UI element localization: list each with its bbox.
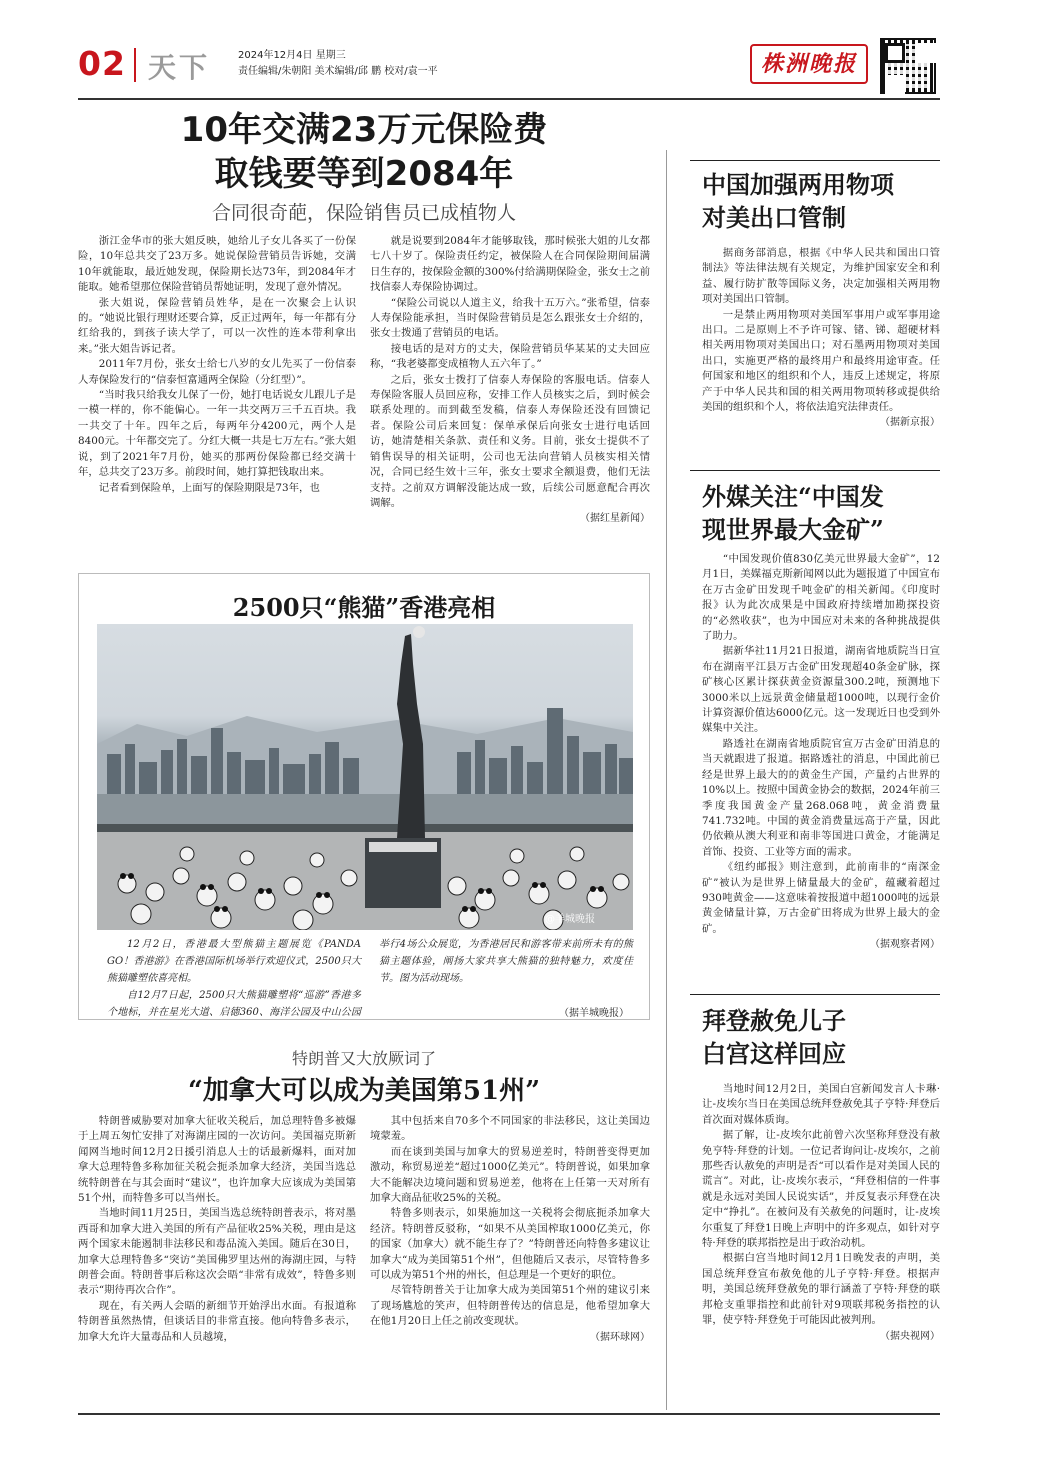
panda-feature: [78, 573, 650, 1020]
paragraph: 当地时间12月2日，美国白宫新闻发言人卡琳·让-皮埃尔当日在美国总统拜登赦免其子亨特·拜登后首次面对媒体质询。: [702, 1083, 940, 1126]
paragraph: 特朗普威胁要对加拿大征收关税后，加总理特鲁多被爆于上周五匆忙安排了对海湖庄园的一次访问。美国福克斯新闻网当地时间12月2日援引消息人士的话最新爆料，面对加拿大总理特鲁多称加征关税会扼杀加拿大经济，美国当选总统特朗普在与其会面时“建议”，也许加拿大应该成为美国第51个州，而特鲁多可以当州长。: [78, 1115, 356, 1205]
paragraph: “保险公司说以人道主义，给我十五万六。”张希望，信泰人寿保险能承担，当时保险营销员是怎么跟张女士介绍的，张女士拨通了营销员的电话。: [370, 296, 650, 340]
paragraph: 而在谈到美国与加拿大的贸易逆差时，特朗普变得更加激动，称贸易逆差“超过1000亿美元”。特朗普说，如果加拿大不能解决边境问题和贸易逆差，他将在上任第一天对所有加拿大商品征收25%的关税。: [370, 1145, 650, 1205]
trump-column-2: [370, 1114, 650, 1345]
trump-column-1: [78, 1114, 356, 1345]
biden-pardon-body: [702, 1082, 940, 1344]
paper-logo: 株洲晚报: [750, 44, 868, 84]
date-line: 2024年12月4日 星期三: [238, 50, 346, 61]
side-rule: [690, 470, 940, 471]
gold-mine-body: [702, 552, 940, 953]
paragraph: 之后，张女士拨打了信泰人寿保险的客服电话。信泰人寿保险客服人员回应称，安排工作人员核实之后，到时候会联系处理的。而到截至发稿，信泰人寿保险还没有回馈记者。保险公司后来回复：保单承保后向张女士进行电话回访，她清楚相关条款、责任和义务。目前，张女士提供不了销售误导的相关证明，公司也无法向营销人员核实相关情况，合同已经生效十三年，张女士要求全额退费，他们无法支持。之前双方调解没能达成一致，后续公司愿意配合再次调解。: [370, 373, 650, 509]
masthead-divider: [134, 48, 136, 82]
gold-mine-source: （据观察者网）: [870, 939, 940, 951]
paragraph: “中国发现价值830亿美元世界最大金矿”，12月1日，美媒福克斯新闻网以此为题报道了中国宣布在万古金矿田发现千吨金矿的相关新闻。《印度时报》认为此次成果是中国政府持续增加勘探投资的“必然收获”，也为中国应对未来的各种挑战提供了助力。: [702, 553, 940, 643]
paragraph: 尽管特朗普关于让加拿大成为美国第51个州的建议引来了现场尴尬的笑声，但特朗普传达的信息是，他希望加拿大在他1月20日上任之前改变现状。: [370, 1284, 650, 1328]
page-number: 02: [78, 44, 126, 83]
paragraph: 《纽约邮报》则注意到，此前南非的“南深金矿”被认为是世界上储量最大的金矿，蕴藏着超过930吨黄金——这意味着按报道中超1000吨的远景黄金储量计算，万古金矿田将成为世界上最大的金矿。: [702, 861, 940, 935]
paragraph: 据商务部消息，根据《中华人民共和国出口管制法》等法律法规有关规定，为维护国家安全和利益、履行防扩散等国际义务，决定加强相关两用物项对美国出口管制。: [702, 247, 940, 306]
panda-headline: 2500只“熊猫”香港亮相: [232, 593, 496, 622]
paragraph: 路透社在湖南省地质院官宣万古金矿田消息的当天就跟进了报道。据路透社的消息，中国此前已经是世界上最大的的黄金生产国，产量约占世界的10%以上。按照中国黄金协会的数据，2024年前三季度我国黄金产量268.068吨，黄金消费量741.732吨。中国的黄金消费量远高于产量，因此仍依赖从澳大利亚和南非等国进口黄金，才能满足首饰、投资、工业等方面的需求。: [702, 737, 940, 858]
masthead: [78, 38, 940, 100]
railing: [97, 824, 633, 832]
paragraph: 记者看到保险单，上面写的保险期限是73年，也: [98, 481, 320, 494]
panda-photo[interactable]: [97, 624, 633, 930]
lead-column-2: [370, 234, 650, 527]
paragraph: 张大姐说，保险营销员姓华，是在一次聚会上认识的。“她说比银行理财还要合算，反正过两年，每一年都有分红给我的，到孩子读大学了，可以一次性的连本带利拿出来。”张大姐告诉记者。: [78, 296, 356, 355]
caption-paragraph: 自12月7日起，2500只大熊猫雕塑将“巡游”香港多个地标，并在星光大道、启德360、海洋公园及中山公园举行4场公众展览，为香港居民和游客带来前所未有的熊猫主题体验，阐扬大家共享大熊猫的独特魅力，欢度佳节。图为活动现场。: [107, 939, 633, 1018]
paragraph: 据了解，让-皮埃尔此前曾六次坚称拜登没有赦免亨特·拜登的计划。一位记者询问让-皮埃尔，之前那些否认赦免的声明是否“可以看作是对美国人民的谎言”。对此，让-皮埃尔表示，“拜登相信的一件事就是永远对美国人民说实话”，并反复表示拜登在决定中“挣扎”。在被问及有关赦免的问题时，让-皮埃尔重复了拜登1日晚上声明中的许多观点，如针对亨特·拜登的联邦指控是出于政治动机。: [702, 1129, 940, 1250]
trump-kicker: 特朗普又大放厥词了: [291, 1049, 436, 1068]
editors-line: 责任编辑/朱朝阳 美术编辑/邱 鹏 校对/袁一平: [238, 66, 438, 77]
paragraph: 就是说要到2084年才能够取钱，那时候张大姐的儿女都七八十岁了。保险责任约定，被保险人在合同保险期间届满日生存的，按保险金额的300%付给满期保险金，张女士之前找信泰人寿保险协调过。: [370, 235, 650, 294]
paragraph: 现在，有关两人会晤的新细节开始浮出水面。有报道称特朗普虽然热情，但谈话目的非常直接。他向特鲁多表示，加拿大允许大量毒品和人员越境，: [78, 1299, 356, 1343]
lead-column-1: [78, 234, 356, 496]
panda-source: （据羊城晚报）: [559, 1008, 629, 1019]
trump-headline: “加拿大可以成为美国第51州”: [187, 1076, 541, 1106]
side-rule: [690, 160, 940, 161]
masthead-meta: [238, 48, 438, 80]
caption-paragraph: 12月2日，香港最大型熊猫主题展览《PANDA GO！香港游》在香港国际机场举行欢迎仪式，2500只大熊猫雕塑依喜亮相。: [107, 939, 361, 984]
gold-mine-headline: 外媒关注“中国发 现世界最大金矿”: [702, 482, 884, 544]
lead-subheadline: 合同很奇葩，保险销售员已成植物人: [211, 202, 516, 224]
header-rule: [78, 98, 940, 100]
biden-pardon-headline: 拜登赦免儿子 白宫这样回应: [702, 1006, 846, 1068]
lead-headline: 10年交满23万元保险费 取钱要等到2084年: [180, 110, 548, 194]
photo-watermark: @羊城晚报: [545, 914, 595, 925]
column-divider: [666, 150, 667, 1410]
export-control-headline: 中国加强两用物项 对美出口管制: [702, 170, 894, 232]
paragraph: 据新华社11月21日报道，湖南省地质院当日宣布在湖南平江县万古金矿田发现超40条金矿脉，探矿核心区累计探获黄金资源量300.2吨，预测地下3000米以上远景黄金储量超1000吨，以现行金价计算资源价值达6000亿元。这一发现近日也受到外媒集中关注。: [702, 645, 940, 735]
paragraph: 浙江金华市的张大姐反映，她给儿子女儿各买了一份保险，10年总共交了23万多。她说保险营销员告诉她，交满10年就能取，最近她发现，保险期长达73年，到2084年才能取。她希望那位保险营销员帮她证明，发现了意外情况。: [78, 235, 356, 294]
paragraph: 一是禁止两用物项对美国军事用户或军事用途出口。二是原则上不予许可镓、锗、锑、超硬材料相关两用物项对美国出口；对石墨两用物项对美国出口，实施更严格的最终用户和最终用途审查。任何国家和地区的组织和个人，违反上述规定，将原产于中华人民共和国的相关两用物项转移或提供给美国的组织和个人，将依法追究法律责任。: [702, 308, 940, 414]
side-rule: [690, 994, 940, 995]
footer-rule: [78, 1413, 940, 1415]
paragraph: 特鲁多则表示，如果施加这一关税将会彻底扼杀加拿大经济。特朗普反驳称，“如果不从美国榨取1000亿美元，你的国家（加拿大）就不能生存了？”特朗普还向特鲁多建议让加拿大“成为美国第51个州”，但他随后又表示，尽管特鲁多可以成为第51个州的州长，但总理是一个更好的职位。: [370, 1207, 650, 1282]
paragraph: 其中包括来自70多个不同国家的非法移民，这让美国边境蒙羞。: [370, 1115, 650, 1143]
section-name: 天下: [148, 51, 211, 84]
paragraph: 根据白宫当地时间12月1日晚发表的声明，美国总统拜登宣布赦免他的儿子亨特·拜登。根据声明，美国总统拜登赦免的罪行涵盖了亨特·拜登的联邦枪支重罪指控和此前针对9项联邦税务指控的认罪，使亨特·拜登免于可能因此被判刑。: [702, 1252, 940, 1327]
panda-caption: [107, 936, 633, 1021]
export-control-body: [702, 246, 940, 431]
export-control-source: （据新京报）: [880, 417, 940, 429]
paragraph: “当时我只给我女儿保了一份，她打电话说女儿跟儿子是一模一样的，你不能偏心。一年一共交两万三千五百块。我一共交了十年。四年之后，每两年分4200元，两个人是8400元。十年都交完了。分红大概一共是七万左右。”张大姐说，到了2021年7月份，她买的那两份保险都已经交满十年，总共交了23万多。前段时间，她打算把钱取出来。: [78, 389, 356, 479]
qr-code-icon[interactable]: [880, 38, 936, 94]
paragraph: 当地时间11月25日，美国当选总统特朗普表示，将对墨西哥和加拿大进入美国的所有产品征收25%关税，理由是这两个国家未能遏制非法移民和毒品流入美国。随后在30日，加拿大总理特鲁多“突访”美国佛罗里达州的海湖庄园，与特朗普会面。特朗普事后称这次会晤“非常有成效”，特鲁多则表示“期待再次合作”。: [78, 1207, 356, 1297]
lead-source: （据红星新闻）: [580, 513, 650, 525]
paragraph: 2011年7月份，张女士给七八岁的女儿先买了一份信泰人寿保险发行的“信泰恒富通两全保险（分红型）”。: [78, 358, 356, 386]
harbour-scene: [97, 624, 633, 930]
paragraph: 接电话的是对方的丈夫，保险营销员华某某的丈夫回应称，“我老婆都变成植物人五六年了。”: [370, 342, 650, 371]
trump-source: （据环球网）: [590, 1331, 650, 1343]
biden-pardon-source: （据央视网）: [880, 1330, 940, 1342]
